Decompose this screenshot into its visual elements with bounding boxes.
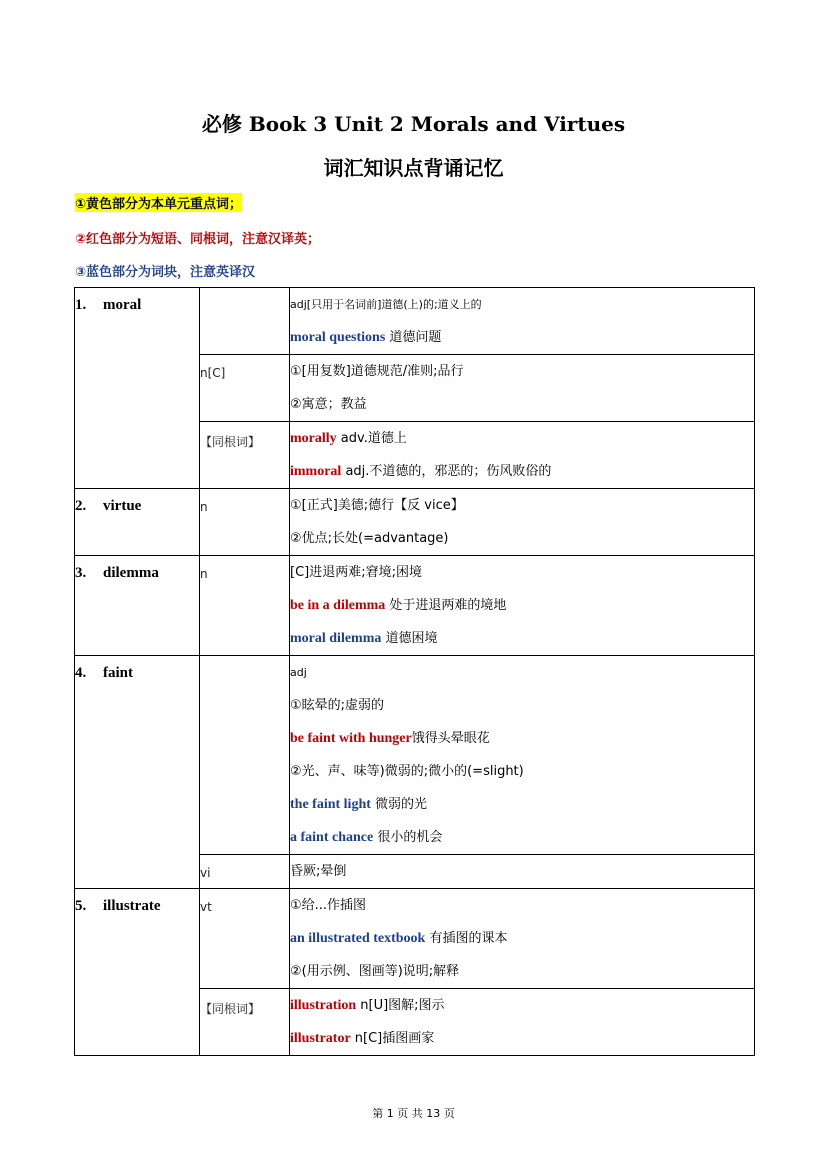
example: a faint chance 很小的机会 (290, 830, 443, 845)
definition: ②(用示例、图画等)说明;解释 (290, 964, 460, 979)
entry-word: virtue (103, 498, 142, 514)
table-row (75, 556, 755, 656)
cognate-cell (290, 422, 755, 489)
entry-number: 1. (75, 297, 87, 313)
entry-word: moral (103, 297, 142, 313)
definition: ②光、声、味等)微弱的;微小的(=slight) (290, 764, 524, 779)
example: moral questions 道德问题 (290, 330, 442, 345)
example: be faint with hunger饿得头晕眼花 (290, 731, 490, 746)
note-yellow: ①黄色部分为本单元重点词； (75, 193, 242, 212)
example: moral dilemma 道德困境 (290, 631, 438, 646)
page-title: 必修 Book 3 Unit 2 Morals and Virtues (201, 112, 626, 136)
cognate-cell (290, 989, 755, 1056)
example: the faint light 微弱的光 (290, 797, 428, 812)
definition: ①[正式]美德;德行【反 vice】 (290, 498, 464, 513)
definition: [C]进退两难;窘境;困境 (290, 565, 422, 580)
pos-cell: vt (200, 889, 290, 989)
cognate: immoral adj.不道德的，邪恶的；伤风败俗的 (290, 464, 552, 479)
entry-number: 5. (75, 898, 87, 914)
cognate-label-cell: 【同根词】 (200, 422, 290, 489)
word-cell (75, 556, 200, 656)
definition: ②寓意；教益 (290, 397, 367, 412)
definition: ①眩晕的;虚弱的 (290, 698, 385, 713)
cognate: illustration n[U]图解;图示 (290, 998, 445, 1013)
definition-cell (290, 288, 755, 355)
entry-word: illustrate (103, 898, 161, 914)
table-row (75, 656, 755, 855)
table-row (75, 889, 755, 989)
definition-cell (290, 489, 755, 556)
cognate: illustrator n[C]插图画家 (290, 1031, 435, 1046)
definition-cell (290, 855, 755, 889)
definition-cell (290, 656, 755, 855)
cognate-label-cell: 【同根词】 (200, 989, 290, 1056)
definition: ①[用复数]道德规范/准则;品行 (290, 364, 464, 379)
definition-cell (290, 355, 755, 422)
entry-number: 2. (75, 498, 87, 514)
word-cell (75, 889, 200, 1056)
definition: ①给...作插图 (290, 898, 367, 913)
definition: ②优点;长处(=advantage) (290, 531, 449, 546)
pos-cell: vi (200, 855, 290, 889)
entry-word: dilemma (103, 565, 159, 581)
vocab-table (74, 287, 755, 1056)
word-cell (75, 288, 200, 489)
page-subtitle: 词汇知识点背诵记忆 (323, 156, 504, 180)
definition-cell (290, 556, 755, 656)
definition: adj[只用于名词前]道德(上)的;道义上的 (290, 298, 482, 311)
note-red: ②红色部分为短语、同根词，注意汉译英； (75, 232, 321, 247)
example: be in a dilemma 处于进退两难的境地 (290, 598, 507, 613)
table-row (75, 288, 755, 355)
table-row (75, 489, 755, 556)
pos-label: adj (290, 666, 307, 679)
word-cell (75, 656, 200, 889)
pos-cell: n (200, 489, 290, 556)
pos-cell: n (200, 556, 290, 656)
example: an illustrated textbook 有插图的课本 (290, 931, 508, 946)
definition-cell (290, 889, 755, 989)
note-blue: ③蓝色部分为词块，注意英译汉 (75, 265, 256, 280)
definition: 昏厥;晕倒 (290, 864, 347, 879)
entry-number: 3. (75, 565, 87, 581)
pos-cell (200, 656, 290, 855)
pos-cell (200, 288, 290, 355)
entry-word: faint (103, 665, 133, 681)
page-footer: 第 1 页 共 13 页 (372, 1107, 455, 1120)
pos-cell: n[C] (200, 355, 290, 422)
cognate: morally adv.道德上 (290, 431, 407, 446)
entry-number: 4. (75, 665, 87, 681)
word-cell (75, 489, 200, 556)
